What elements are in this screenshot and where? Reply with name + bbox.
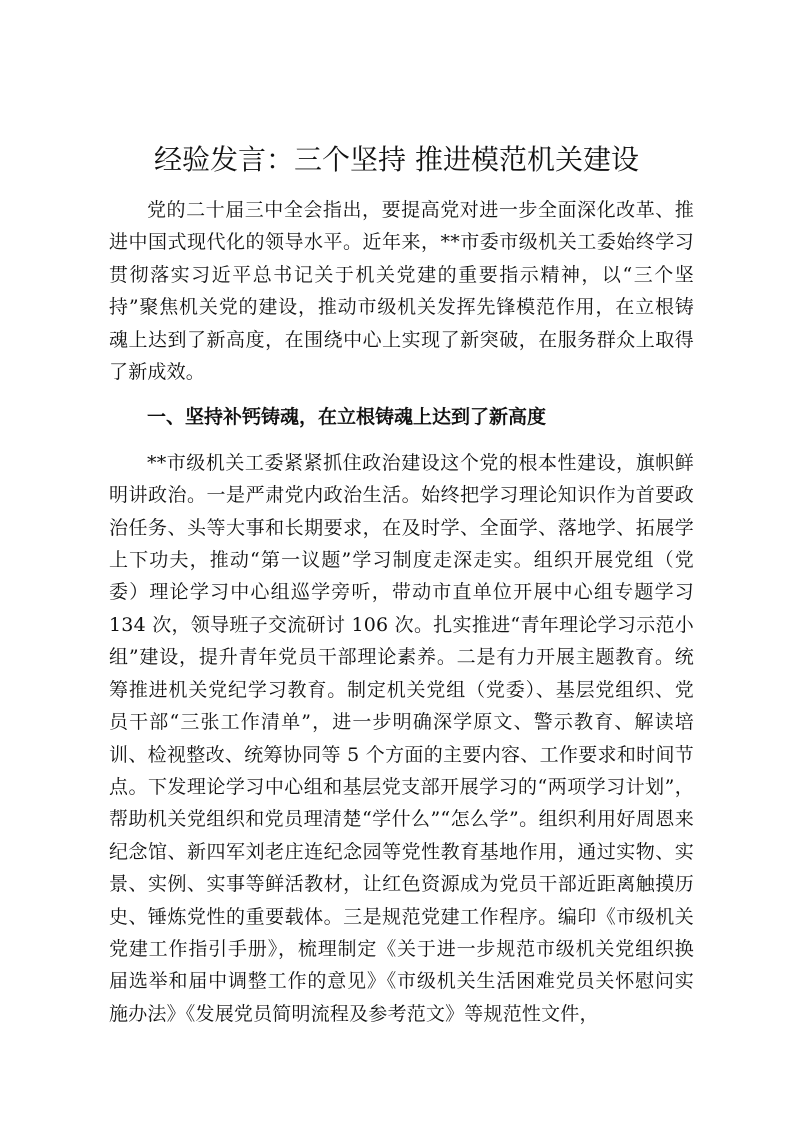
section-heading-1: 一、坚持补钙铸魂，在立根铸魂上达到了新高度 xyxy=(147,406,547,429)
document-body xyxy=(109,194,694,1030)
section-body-1: **市级机关工委紧紧抓住政治建设这个党的根本性建设，旗帜鲜明讲政治。一是严肃党内政治生活。始终把学习理论知识作为首要政治任务、头等大事和长期要求，在及时学、全面学、落地学、拓展学上下功夫，推动“第一议题”学习制度走深走实。组织开展党组（党委）理论学习中心组巡学旁听，带动市直单位开展中心组专题学习 134 次，领导班子交流研讨 106 次。扎实推进“青年理论学习示范小组”建设，提升青年党员干部理论素养。二是有力开展主题教育。统筹推进机关党纪学习教育。制定机关党组（党委）、基层党组织、党员干部“三张工作清单”，进一步明确深学原文、警示教育、解读培训、检视整改、统筹协同等 5 个方面的主要内容、工作要求和时间节点。下发理论学习中心组和基层党支部开展学习的“两项学习计划”，帮助机关党组织和党员理清楚“学什么”“怎么学”。组织利用好周恩来纪念馆、新四军刘老庄连纪念园等党性教育基地作用，通过实物、实景、实例、实事等鲜活教材，让红色资源成为党员干部近距离触摸历史、锤炼党性的重要载体。三是规范党建工作程序。编印《市级机关党建工作指引手册》，梳理制定《关于进一步规范市级机关党组织换届选举和届中调整工作的意见》《市级机关生活困难党员关怀慰问实施办法》《发展党员简明流程及参考范文》等规范性文件， xyxy=(109,451,694,1025)
intro-paragraph: 党的二十届三中全会指出，要提高党对进一步全面深化改革、推进中国式现代化的领导水平。近年来，**市委市级机关工委始终学习贯彻落实习近平总书记关于机关党建的重要指示精神，以“三个坚持”聚焦机关党的建设，推动市级机关发挥先锋模范作用，在立根铸魂上达到了新高度，在围绕中心上实现了新突破，在服务群众上取得了新成效。 xyxy=(109,199,694,384)
document-title: 经验发言：三个坚持 推进模范机关建设 xyxy=(154,143,639,176)
